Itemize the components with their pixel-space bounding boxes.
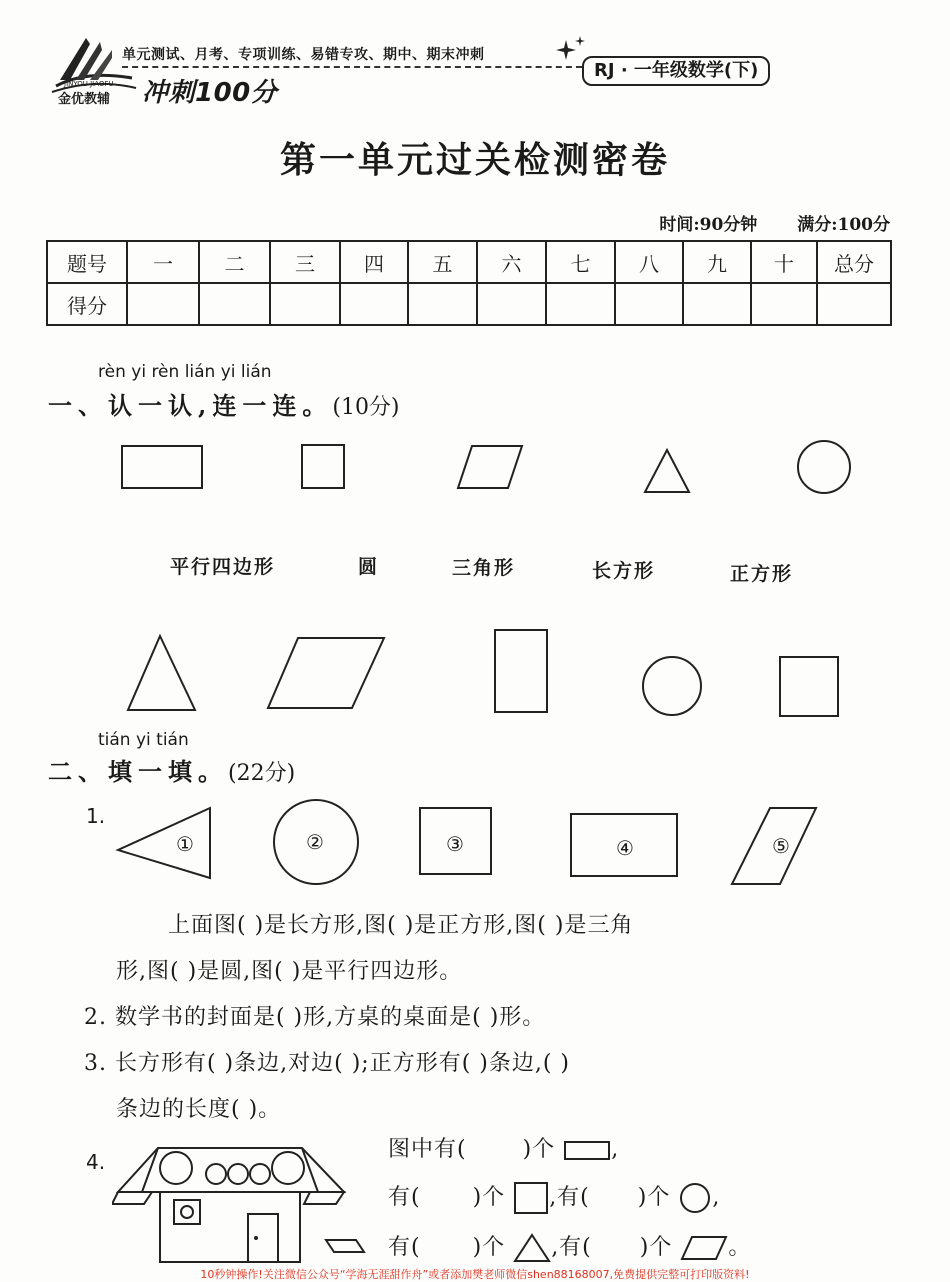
square-shape[interactable] — [780, 657, 838, 716]
square-icon — [513, 1181, 549, 1215]
q4-text: )个 — [472, 1185, 506, 1210]
section1-pinyin: rèn yi rèn lián yi lián — [98, 362, 272, 382]
ground-parallelogram — [326, 1240, 364, 1252]
q4-text: 有( — [388, 1235, 421, 1260]
q4-text: )个 — [522, 1137, 556, 1162]
eave-parallelogram — [304, 1192, 344, 1204]
q4-line2 — [388, 1180, 720, 1215]
table-header-cell: 二 — [199, 241, 270, 283]
circle-icon — [678, 1182, 712, 1214]
roof-circle — [228, 1164, 248, 1184]
q4-text: )个 — [472, 1235, 506, 1260]
page-title: 第一单元过关检测密卷 — [279, 139, 670, 181]
q4-text: ,有( — [549, 1185, 590, 1210]
score-cell[interactable] — [127, 283, 199, 325]
q4-text: ,有( — [551, 1235, 592, 1260]
table-header-cell: 一 — [127, 241, 199, 283]
circle-shape[interactable] — [643, 657, 701, 715]
roof-circle — [272, 1152, 304, 1184]
rectangle-shape[interactable] — [122, 446, 202, 488]
q1-numbered-shapes — [100, 796, 830, 892]
label-parallelogram[interactable]: 平行四边形 — [170, 556, 276, 578]
door-rectangle — [248, 1214, 278, 1262]
q1-text-line1: 上面图( )是长方形,图( )是正方形,图( )是三角 — [168, 913, 634, 938]
table-header-cell: 五 — [408, 241, 477, 283]
brand-name-en: JINYOU JIAOFU — [64, 80, 114, 88]
window-square — [174, 1200, 200, 1224]
table-header-cell: 八 — [615, 241, 683, 283]
label-square[interactable]: 正方形 — [730, 563, 794, 585]
shape-number: ④ — [616, 836, 634, 860]
table-header-cell: 题号 — [47, 241, 127, 283]
score-cell[interactable] — [477, 283, 546, 325]
score-cell[interactable] — [546, 283, 615, 325]
table-header-cell: 四 — [340, 241, 408, 283]
door-knob — [254, 1236, 258, 1240]
q3-text-line1: 3. 长方形有( )条边,对边( );正方形有( )条边,( ) — [84, 1051, 571, 1076]
q4-line3 — [388, 1230, 751, 1263]
footer-notice: 10秒钟操作!关注微信公众号“学海无涯甜作舟”或者添加樊老师微信shen88168007,免费提供完整可打印版资料! — [200, 1268, 750, 1281]
q4-text: , — [712, 1185, 721, 1210]
q4-line1 — [388, 1132, 619, 1163]
section1-points: (10分) — [332, 395, 400, 420]
q4-text: 有( — [388, 1185, 421, 1210]
score-cell[interactable] — [683, 283, 751, 325]
table-header-cell: 七 — [546, 241, 615, 283]
question-number: 4. — [86, 1150, 106, 1174]
parallelogram-icon — [680, 1235, 728, 1261]
score-cell[interactable] — [615, 283, 683, 325]
score-table-score-row — [47, 283, 891, 325]
parallelogram-shape[interactable] — [458, 446, 522, 488]
section1-heading: 一、认一认,连一连。 — [48, 391, 333, 420]
section2-title — [48, 752, 295, 787]
exam-meta — [625, 210, 890, 235]
header-slogan: 冲刺100分 — [142, 78, 278, 108]
shape-number: ⑤ — [772, 834, 790, 858]
table-row-label: 得分 — [47, 283, 127, 325]
q2-text: 2. 数学书的封面是( )形,方桌的桌面是( )形。 — [84, 1005, 546, 1030]
circle-shape[interactable] — [798, 441, 850, 493]
score-cell[interactable] — [751, 283, 817, 325]
sparkle-icon — [556, 34, 586, 64]
brand-name: 金优教辅 — [58, 92, 111, 107]
section1-bottom-shapes — [0, 620, 950, 730]
q3-text-line2: 条边的长度( )。 — [116, 1097, 282, 1122]
score-cell[interactable] — [817, 283, 891, 325]
q4-text: 。 — [728, 1235, 752, 1260]
section2-points: (22分) — [228, 761, 296, 786]
q4-text: )个 — [637, 1185, 671, 1210]
rectangle-shape[interactable] — [495, 630, 547, 712]
grade-badge: RJ · 一年级数学(下) — [582, 56, 770, 86]
table-header-cell: 总分 — [817, 241, 891, 283]
shape-number: ① — [176, 832, 194, 856]
q1-text-line2: 形,图( )是圆,图( )是平行四边形。 — [116, 959, 463, 984]
roof-circle — [160, 1152, 192, 1184]
section2-pinyin: tián yi tián — [98, 730, 189, 750]
q4-text: , — [611, 1137, 620, 1162]
table-header-cell: 九 — [683, 241, 751, 283]
label-triangle[interactable]: 三角形 — [452, 557, 516, 579]
header-divider — [122, 66, 582, 68]
table-header-cell: 六 — [477, 241, 546, 283]
table-header-cell: 三 — [270, 241, 340, 283]
score-cell[interactable] — [270, 283, 340, 325]
q4-text: 图中有( — [388, 1137, 467, 1162]
window-circle — [181, 1206, 193, 1218]
exam-time: 时间:90分钟 — [659, 215, 758, 235]
section1-title — [48, 386, 400, 421]
triangle-shape[interactable] — [645, 450, 689, 492]
parallelogram-shape[interactable] — [268, 638, 384, 708]
label-circle[interactable]: 圆 — [358, 556, 380, 578]
triangle-icon — [513, 1233, 551, 1263]
triangle-shape[interactable] — [128, 636, 195, 710]
exam-full-score: 满分:100分 — [797, 215, 890, 235]
rectangle-icon — [563, 1139, 611, 1161]
house-figure — [112, 1138, 368, 1264]
score-table — [46, 240, 892, 326]
label-rectangle[interactable]: 长方形 — [592, 560, 656, 582]
q4-text: )个 — [639, 1235, 673, 1260]
square-shape[interactable] — [302, 445, 344, 488]
roof-line — [142, 1148, 158, 1192]
header-tagline: 单元测试、月考、专项训练、易错专攻、期中、期末冲刺 — [122, 47, 485, 63]
triangle-shape-1 — [118, 808, 210, 878]
score-cell[interactable] — [408, 283, 477, 325]
shape-number: ③ — [446, 832, 464, 856]
score-table-header-row — [47, 241, 891, 283]
section2-heading: 二、填一填。 — [48, 757, 228, 786]
question-number: 1. — [86, 804, 106, 828]
eave-parallelogram — [112, 1192, 152, 1204]
roof-circle — [250, 1164, 270, 1184]
roof-circle — [206, 1164, 226, 1184]
score-cell[interactable] — [199, 283, 270, 325]
score-cell[interactable] — [340, 283, 408, 325]
shape-number: ② — [306, 830, 324, 854]
section1-top-shapes — [0, 430, 950, 510]
table-header-cell: 十 — [751, 241, 817, 283]
